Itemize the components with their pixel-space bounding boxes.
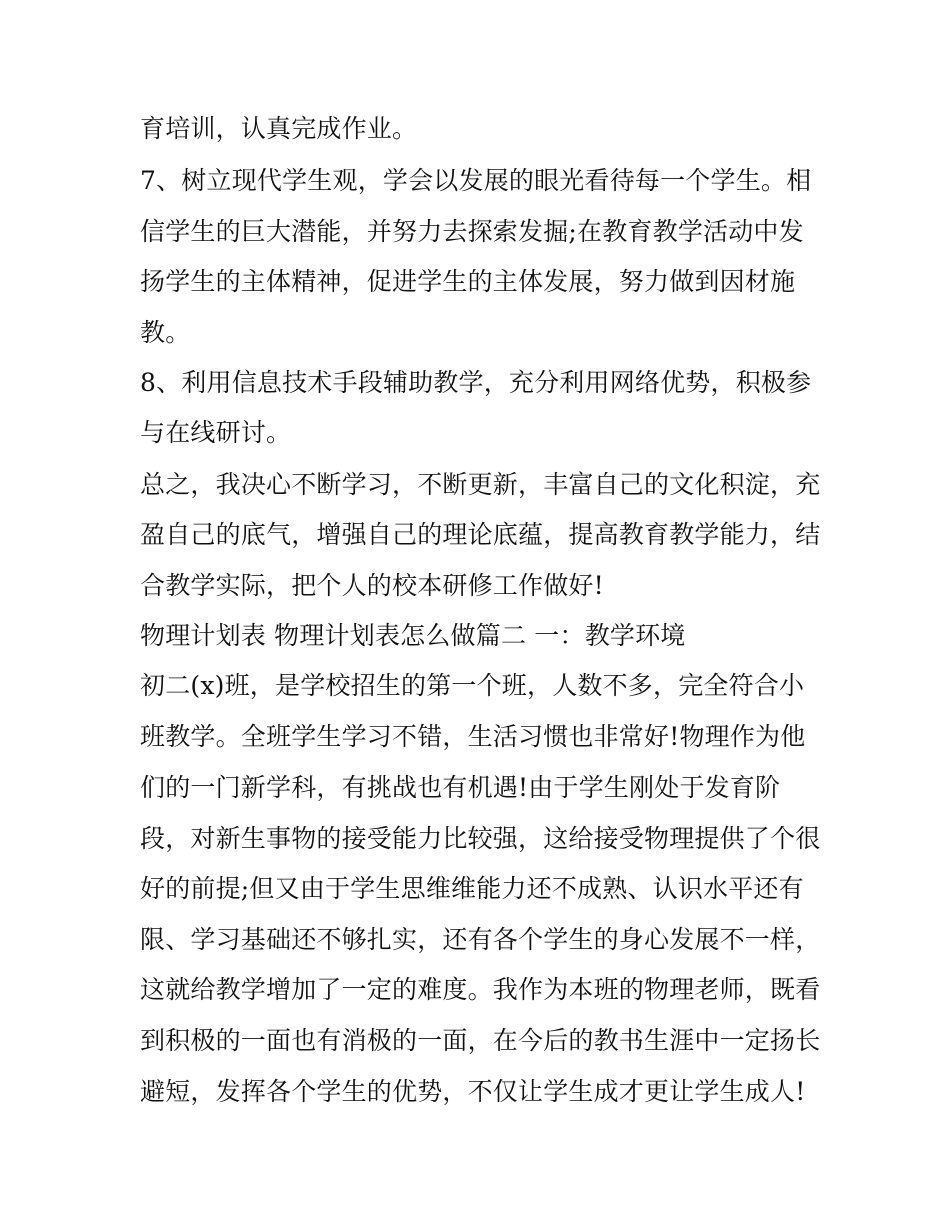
text-line-12: 初二(x)班，是学校招生的第一个班，人数不多，完全符合小 [140, 671, 805, 700]
text-line-4: 扬学生的主体精神，促进学生的主体发展，努力做到因材施 [140, 267, 796, 296]
text-line-8: 总之，我决心不断学习，不断更新，丰富自己的文化积淀，充 [140, 470, 821, 499]
text-line-15: 段，对新生事物的接受能力比较强，这给接受物理提供了个很 [140, 824, 821, 853]
text-line-6: 8、利用信息技术手段辅助教学，充分利用网络优势，积极参 [140, 368, 812, 397]
text-line-18: 这就给教学增加了一定的难度。我作为本班的物理老师，既看 [140, 975, 821, 1004]
text-line-19: 到积极的一面也有消极的一面，在今后的教书生涯中一定扬长 [140, 1026, 821, 1055]
section-heading: 物理计划表 物理计划表怎么做篇二 一：教学环境 [140, 621, 686, 650]
text-line-3: 信学生的巨大潜能，并努力去探索发掘;在教育教学活动中发 [140, 217, 804, 246]
text-line-14: 们的一门新学科，有挑战也有机遇!由于学生刚处于发育阶 [140, 773, 781, 802]
text-line-7: 与在线研讨。 [140, 418, 292, 447]
text-line-9: 盈自己的底气，增强自己的理论底蕴，提高教育教学能力，结 [140, 520, 821, 549]
text-line-20: 避短，发挥各个学生的优势，不仅让学生成才更让学生成人! [140, 1077, 806, 1106]
text-line-5: 教。 [140, 318, 191, 347]
text-line-13: 班教学。全班学生学习不错，生活习惯也非常好!物理作为他 [140, 722, 806, 751]
text-line-1: 育培训，认真完成作业。 [140, 114, 418, 143]
text-line-2: 7、树立现代学生观，学会以发展的眼光看待每一个学生。相 [140, 166, 812, 195]
text-line-17: 限、学习基础还不够扎实，还有各个学生的身心发展不一样， [140, 925, 821, 954]
text-line-16: 好的前提;但又由于学生思维维能力还不成熟、认识水平还有 [140, 874, 804, 903]
text-line-10: 合教学实际，把个人的校本研修工作做好! [140, 571, 604, 600]
